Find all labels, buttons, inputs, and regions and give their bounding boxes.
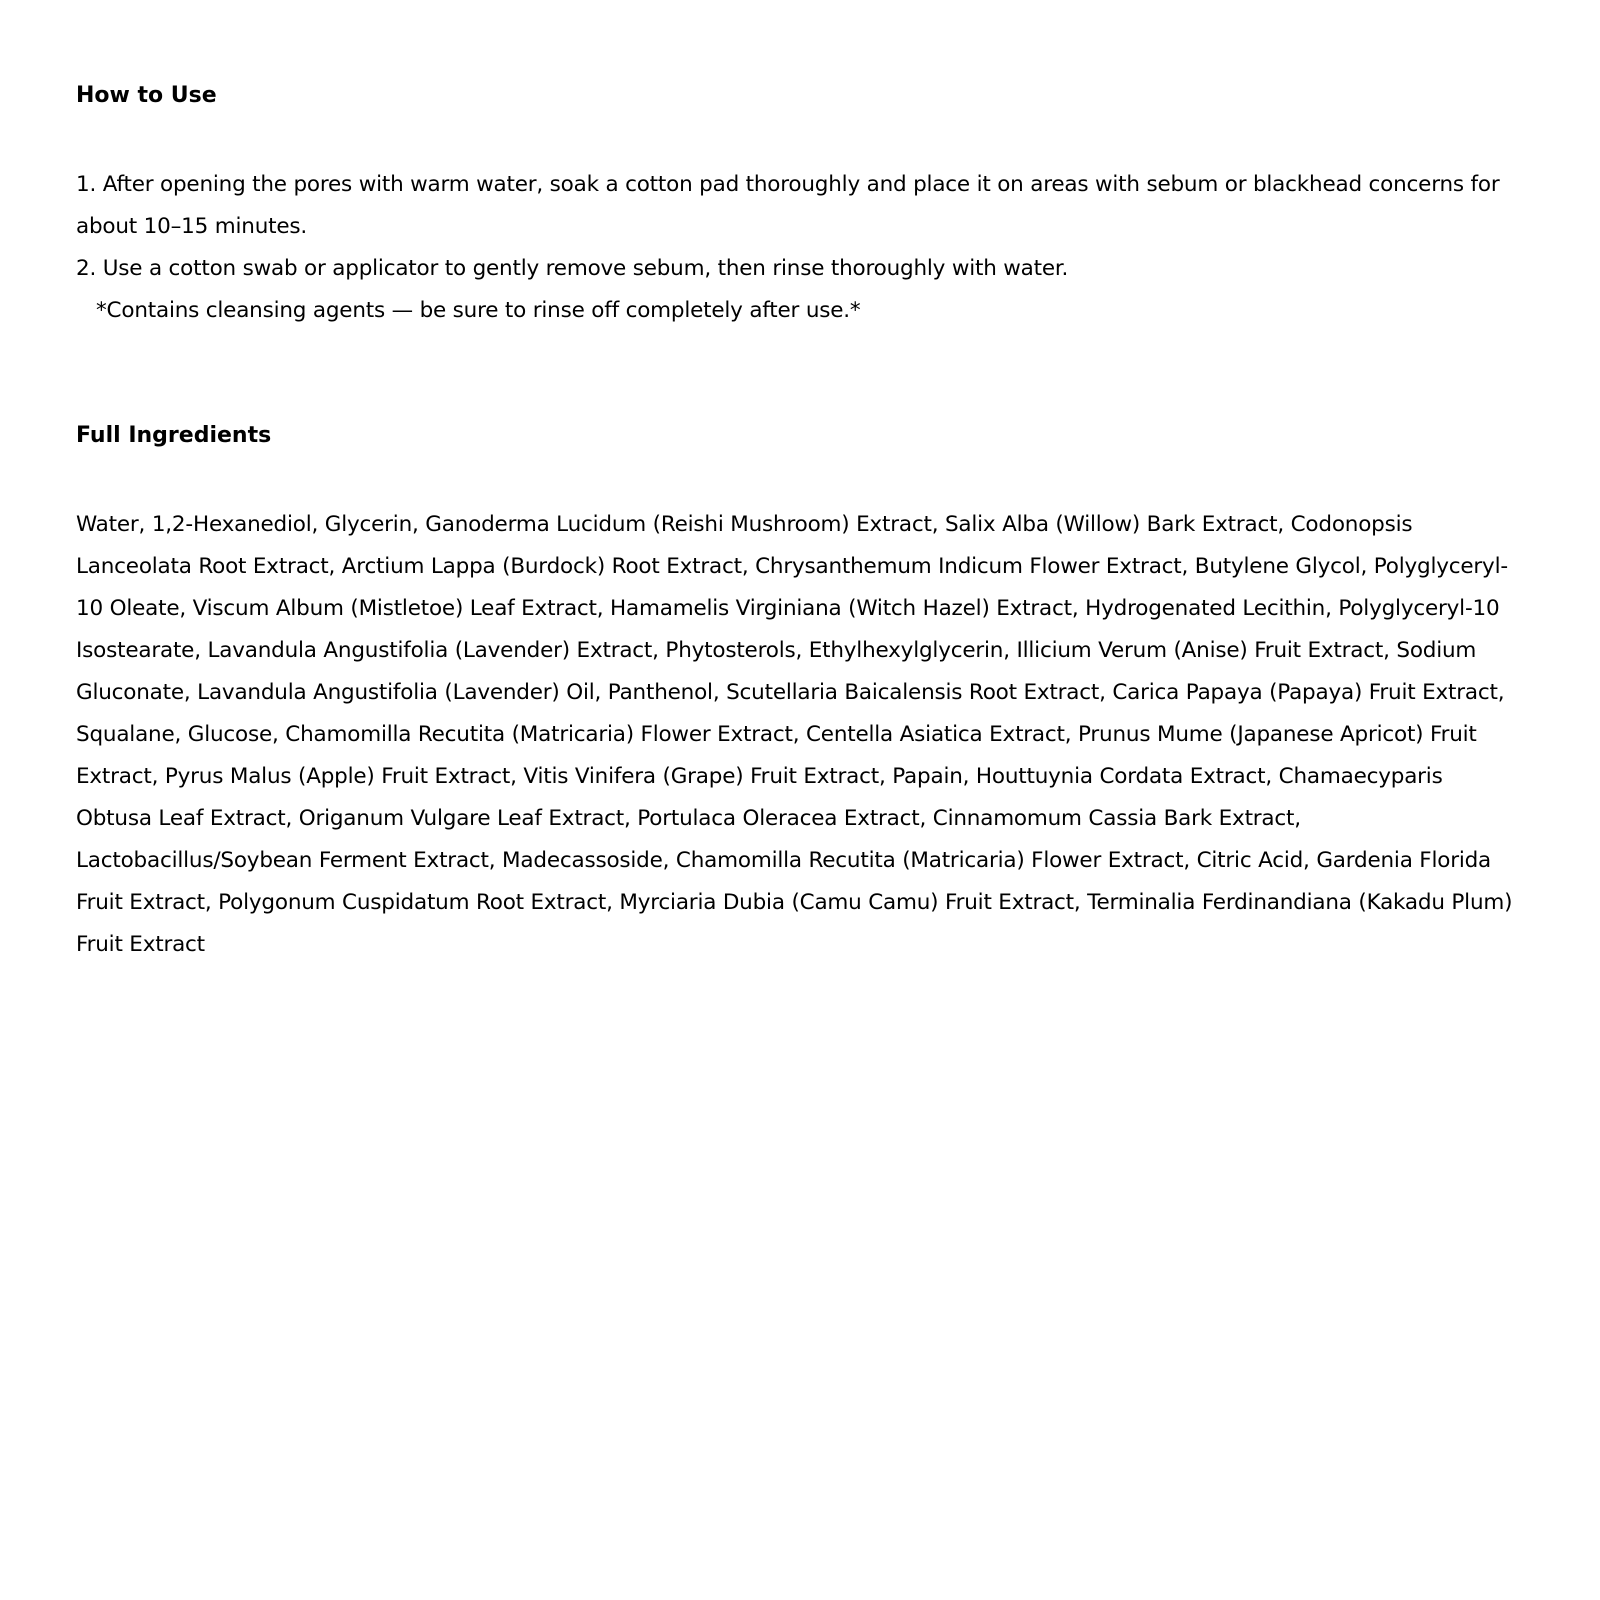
ingredients-list-text: Water, 1,2-Hexanediol, Glycerin, Ganoderma Lucidum (Reishi Mushroom) Extract, Salix Alba (Willow) Bark Extract, Codonopsis Lanceolata Root Extract, Arctium Lappa (Burdock) Root Extract, Chrysanthemum Indicum Flower Extract, Butylene Glycol, Polyglyceryl-10 Oleate, Viscum Album (Mistletoe) Leaf Extract, Hamamelis Virginiana (Witch Hazel) Extract, Hydrogenated Lecithin, Polyglyceryl-10 Isostearate, Lavandula Angustifolia (Lavender) Extract, Phytosterols, Ethylhexylglycerin, Illicium Verum (Anise) Fruit Extract, Sodium Gluconate, Lavandula Angustifolia (Lavender) Oil, Panthenol, Scutellaria Baicalensis Root Extract, Carica Papaya (Papaya) Fruit Extract, Squalane, Glucose, Chamomilla Recutita (Matricaria) Flower Extract, Centella Asiatica Extract, Prunus Mume (Japanese Apricot) Fruit Extract, Pyrus Malus (Apple) Fruit Extract, Vitis Vinifera (Grape) Fruit Extract, Papain, Houttuynia Cordata Extract, Chamaecyparis Obtusa Leaf Extract, Origanum Vulgare Leaf Extract, Portulaca Oleracea Extract, Cinnamomum Cassia Bark Extract, Lactobacillus/Soybean Ferment Extract, Madecassoside, Chamomilla Recutita (Matricaria) Flower Extract, Citric Acid, Gardenia Florida Fruit Extract, Polygonum Cuspidatum Root Extract, Myrciaria Dubia (Camu Camu) Fruit Extract, Terminalia Ferdinandiana (Kakadu Plum) Fruit Extract bbox=[76, 512, 1513, 957]
document-page bbox=[76, 80, 1516, 966]
how-to-use-title: How to Use bbox=[76, 83, 217, 108]
cleansing-note: *Contains cleansing agents — be sure to rinse off completely after use.* bbox=[96, 298, 861, 323]
full-ingredients-title: Full Ingredients bbox=[76, 423, 272, 448]
full-ingredients-section bbox=[76, 420, 1516, 966]
step-2-text: 2. Use a cotton swab or applicator to gently remove sebum, then rinse thoroughly with water. bbox=[76, 256, 1069, 281]
how-to-use-section bbox=[76, 80, 1516, 332]
step-1-text: 1. After opening the pores with warm water, soak a cotton pad thoroughly and place it on areas with sebum or blackhead concerns for about 10–15 minutes. bbox=[76, 172, 1500, 239]
